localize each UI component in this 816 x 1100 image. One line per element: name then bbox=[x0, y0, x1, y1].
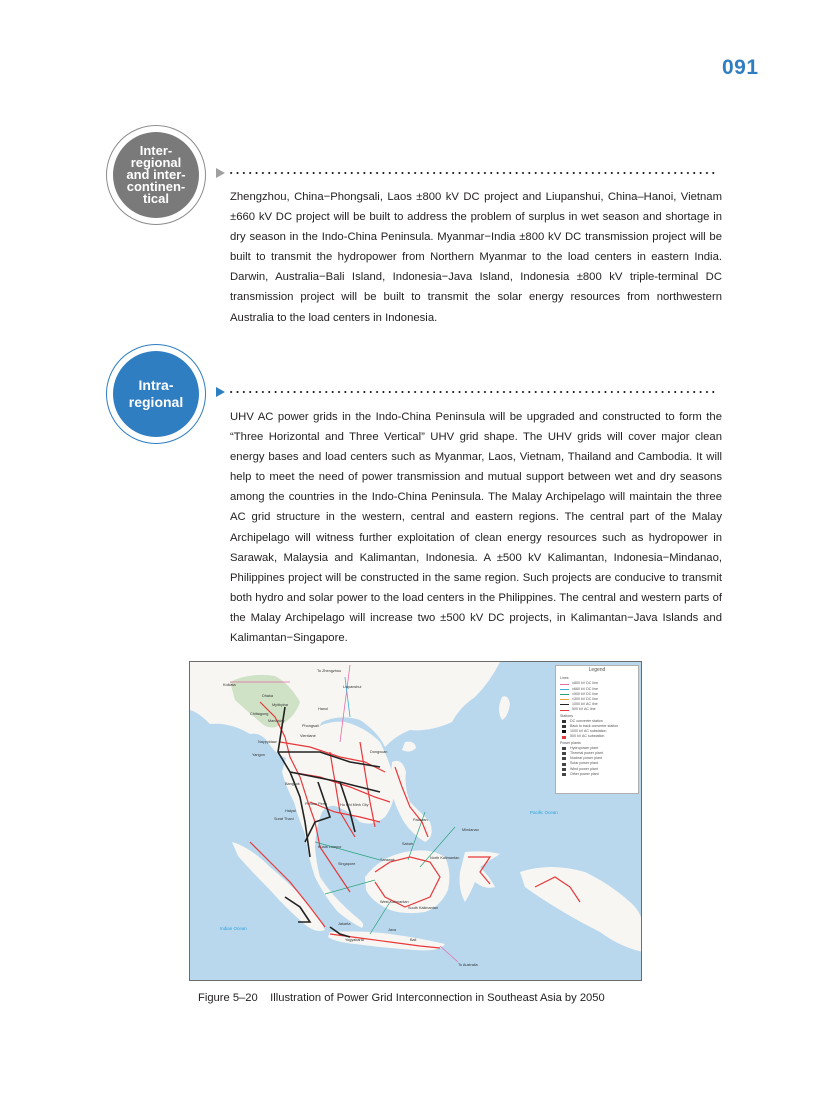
legend-item-label: Nuclear power plant bbox=[570, 756, 602, 761]
legend-item-label: ±300 kV DC line bbox=[572, 697, 598, 702]
symbol-swatch-icon bbox=[562, 763, 566, 766]
symbol-swatch-icon bbox=[562, 752, 566, 755]
land-new-guinea bbox=[520, 867, 642, 952]
line-swatch-icon bbox=[560, 704, 569, 705]
triangle-arrow-icon bbox=[216, 387, 225, 397]
line-swatch-icon bbox=[560, 689, 569, 690]
symbol-swatch-icon bbox=[562, 720, 566, 723]
map-label: Liupanshui bbox=[343, 685, 362, 689]
legend-item-label: ±500 kV DC line bbox=[572, 691, 598, 696]
map-label: Palawan bbox=[413, 818, 428, 822]
badge-line: Inter- bbox=[139, 143, 173, 158]
symbol-swatch-icon bbox=[562, 757, 566, 760]
map-label: To Zhengzhou bbox=[317, 669, 342, 673]
map-label: Bali bbox=[410, 938, 417, 942]
badge-line: tical bbox=[142, 191, 169, 206]
badge-label bbox=[113, 351, 199, 437]
land-sulawesi bbox=[460, 851, 500, 902]
map-label: Yogyakarta bbox=[345, 938, 364, 942]
map-label: Phnom Penh bbox=[305, 802, 327, 806]
legend-item-label: Hydropower plant bbox=[570, 745, 599, 750]
legend-title: Legend bbox=[588, 667, 606, 673]
line-swatch-icon bbox=[560, 699, 569, 700]
badge-label bbox=[113, 132, 199, 218]
map-legend bbox=[555, 665, 639, 794]
legend-item-label: Thermal power plant bbox=[570, 751, 603, 756]
map-label: Yangon bbox=[252, 753, 265, 757]
legend-item bbox=[560, 734, 634, 739]
legend-lines-heading: Lines bbox=[560, 676, 569, 681]
map-label: Chittagong bbox=[250, 712, 269, 716]
line-swatch-icon bbox=[560, 684, 569, 685]
legend-stations-heading: Stations bbox=[560, 713, 573, 718]
land-hainan bbox=[402, 742, 416, 752]
symbol-swatch-icon bbox=[562, 736, 566, 739]
map-label: Singapore bbox=[338, 862, 356, 866]
dotted-rule bbox=[228, 391, 716, 393]
symbol-swatch-icon bbox=[562, 730, 566, 733]
legend-stations-list bbox=[560, 719, 634, 740]
map-label: Kolkata bbox=[223, 683, 236, 687]
map-label: Mindanao bbox=[462, 828, 479, 832]
legend-plants-list bbox=[560, 746, 634, 777]
power-grid-map-figure bbox=[189, 661, 642, 981]
symbol-swatch-icon bbox=[562, 747, 566, 750]
figure-caption: Figure 5–20 Illustration of Power Grid Interconnection in Southeast Asia by 2050 bbox=[198, 992, 605, 1004]
map-label: Bangkok bbox=[285, 782, 300, 786]
badge-line: and inter- bbox=[126, 167, 186, 182]
section-divider bbox=[216, 387, 726, 397]
map-label: Surat Thani bbox=[274, 817, 294, 821]
legend-item-label: Back to back converter station bbox=[570, 724, 619, 729]
map-label: South Kalimantan bbox=[408, 906, 438, 910]
map-label: Naypyidaw bbox=[258, 740, 277, 744]
legend-item-label: ±800 kV DC line bbox=[572, 681, 598, 686]
symbol-swatch-icon bbox=[562, 725, 566, 728]
legend-item bbox=[560, 772, 634, 777]
dc-line-800kv-australia bbox=[440, 946, 458, 962]
symbol-swatch-icon bbox=[562, 768, 566, 771]
ocean-label: Pacific Ocean bbox=[530, 810, 558, 815]
map-label: Kuala Lumpur bbox=[318, 845, 342, 849]
badge-line: continen- bbox=[126, 179, 186, 194]
symbol-swatch-icon bbox=[562, 773, 566, 776]
legend-item-label: ±660 kV DC line bbox=[572, 686, 598, 691]
map-label: Myitkyina bbox=[272, 703, 288, 707]
map-label: North Kalimantan bbox=[430, 856, 460, 860]
badge-line: regional bbox=[130, 155, 182, 170]
map-label: Jakarta bbox=[338, 922, 351, 926]
map-label: Dhaka bbox=[262, 694, 273, 698]
map-label: Vientiane bbox=[300, 734, 316, 738]
map-label: Mandalay bbox=[268, 719, 285, 723]
map-label: Ho Chi Minh City bbox=[340, 803, 369, 807]
dotted-rule bbox=[228, 172, 716, 174]
legend-item-label: 1000 kV AC substation bbox=[570, 729, 607, 734]
map-label: Dongxuan bbox=[370, 750, 388, 754]
map-label: To Australia bbox=[458, 963, 478, 967]
page-number: 091 bbox=[722, 56, 759, 79]
section-paragraph-inter-regional: Zhengzhou, China−Phongsali, Laos ±800 kV DC project and Liupanshui, China–Hanoi, Vietnam ±660 kV DC project will be built to address the problem of surplus in wet season and shortage in dry season in the Indo-China Peninsula. Myanmar−India ±800 kV DC transmission project will be built to transmit the hydropower from Northern Myanmar to the load centers in eastern India. Darwin, Australia−Bali Island, Indonesia−Java Island, Indonesia ±800 kV triple-terminal DC transmission project will be built to transmit the solar energy resources from northwestern Australia to the load centers in Indonesia. bbox=[230, 191, 722, 324]
map-label: Phongsali bbox=[302, 724, 319, 728]
badge-line: regional bbox=[128, 394, 184, 410]
triangle-arrow-icon bbox=[216, 168, 225, 178]
map-label: Java bbox=[388, 928, 397, 932]
map-label: Sabah bbox=[402, 842, 413, 846]
dc-line-500kv-kalimantan-java bbox=[370, 902, 390, 934]
map-label: Sarawak bbox=[380, 858, 395, 862]
legend-plants-heading: Power plants bbox=[560, 740, 581, 745]
line-swatch-icon bbox=[560, 694, 569, 695]
legend-item-label: Wind power plant bbox=[570, 766, 598, 771]
land-taiwan bbox=[499, 696, 510, 720]
legend-item-label: 500 kV AC line bbox=[572, 707, 596, 712]
section-divider bbox=[216, 168, 726, 178]
badge-line: Intra- bbox=[138, 377, 174, 393]
legend-item-label: 1000 kV AC line bbox=[572, 702, 598, 707]
legend-item-label: 500 kV AC substation bbox=[570, 734, 605, 739]
line-swatch-icon bbox=[560, 710, 569, 711]
legend-item-label: Solar power plant bbox=[570, 761, 598, 766]
section-paragraph-intra-regional: UHV AC power grids in the Indo-China Peninsula will be upgraded and constructed to form the “Three Horizontal and Three Vertical” UHV grid shape. The UHV grids will cover major clean energy bases and load centers such as Myanmar, Laos, Vietnam, Thailand and Cambodia. It will help to meet the need of power transmission and mutual support between wet and dry seasons among the countries in the Indo-China Peninsula. The Malay Archipelago will maintain the three AC grid structure in the western, central and eastern regions. The central part of the Malay Archipelago will witness further exploitation of clean energy resources such as hydropower in Sarawak, Malaysia and Kalimantan, Indonesia. A ±500 kV Kalimantan, Indonesia−Mindanao, Philippines project will be constructed in the same region. Such projects are conducive to transmit both hydro and solar power to the load centers in the Philippines. The central and western parts of the Malay Archipelago will increase two ±500 kV DC projects, in Kalimantan−Java Islands and Kalimantan−Singapore. bbox=[230, 411, 722, 645]
legend-item-label: DC converter station bbox=[570, 718, 603, 723]
legend-item-label: Other power plant bbox=[570, 771, 599, 776]
ocean-label: Indian Ocean bbox=[220, 926, 247, 931]
map-label: West Kalimantan bbox=[380, 900, 409, 904]
map-label: Hanoi bbox=[318, 707, 328, 711]
legend-lines-list bbox=[560, 681, 634, 712]
legend-item bbox=[560, 707, 634, 712]
map-label: Hatyai bbox=[285, 809, 296, 813]
